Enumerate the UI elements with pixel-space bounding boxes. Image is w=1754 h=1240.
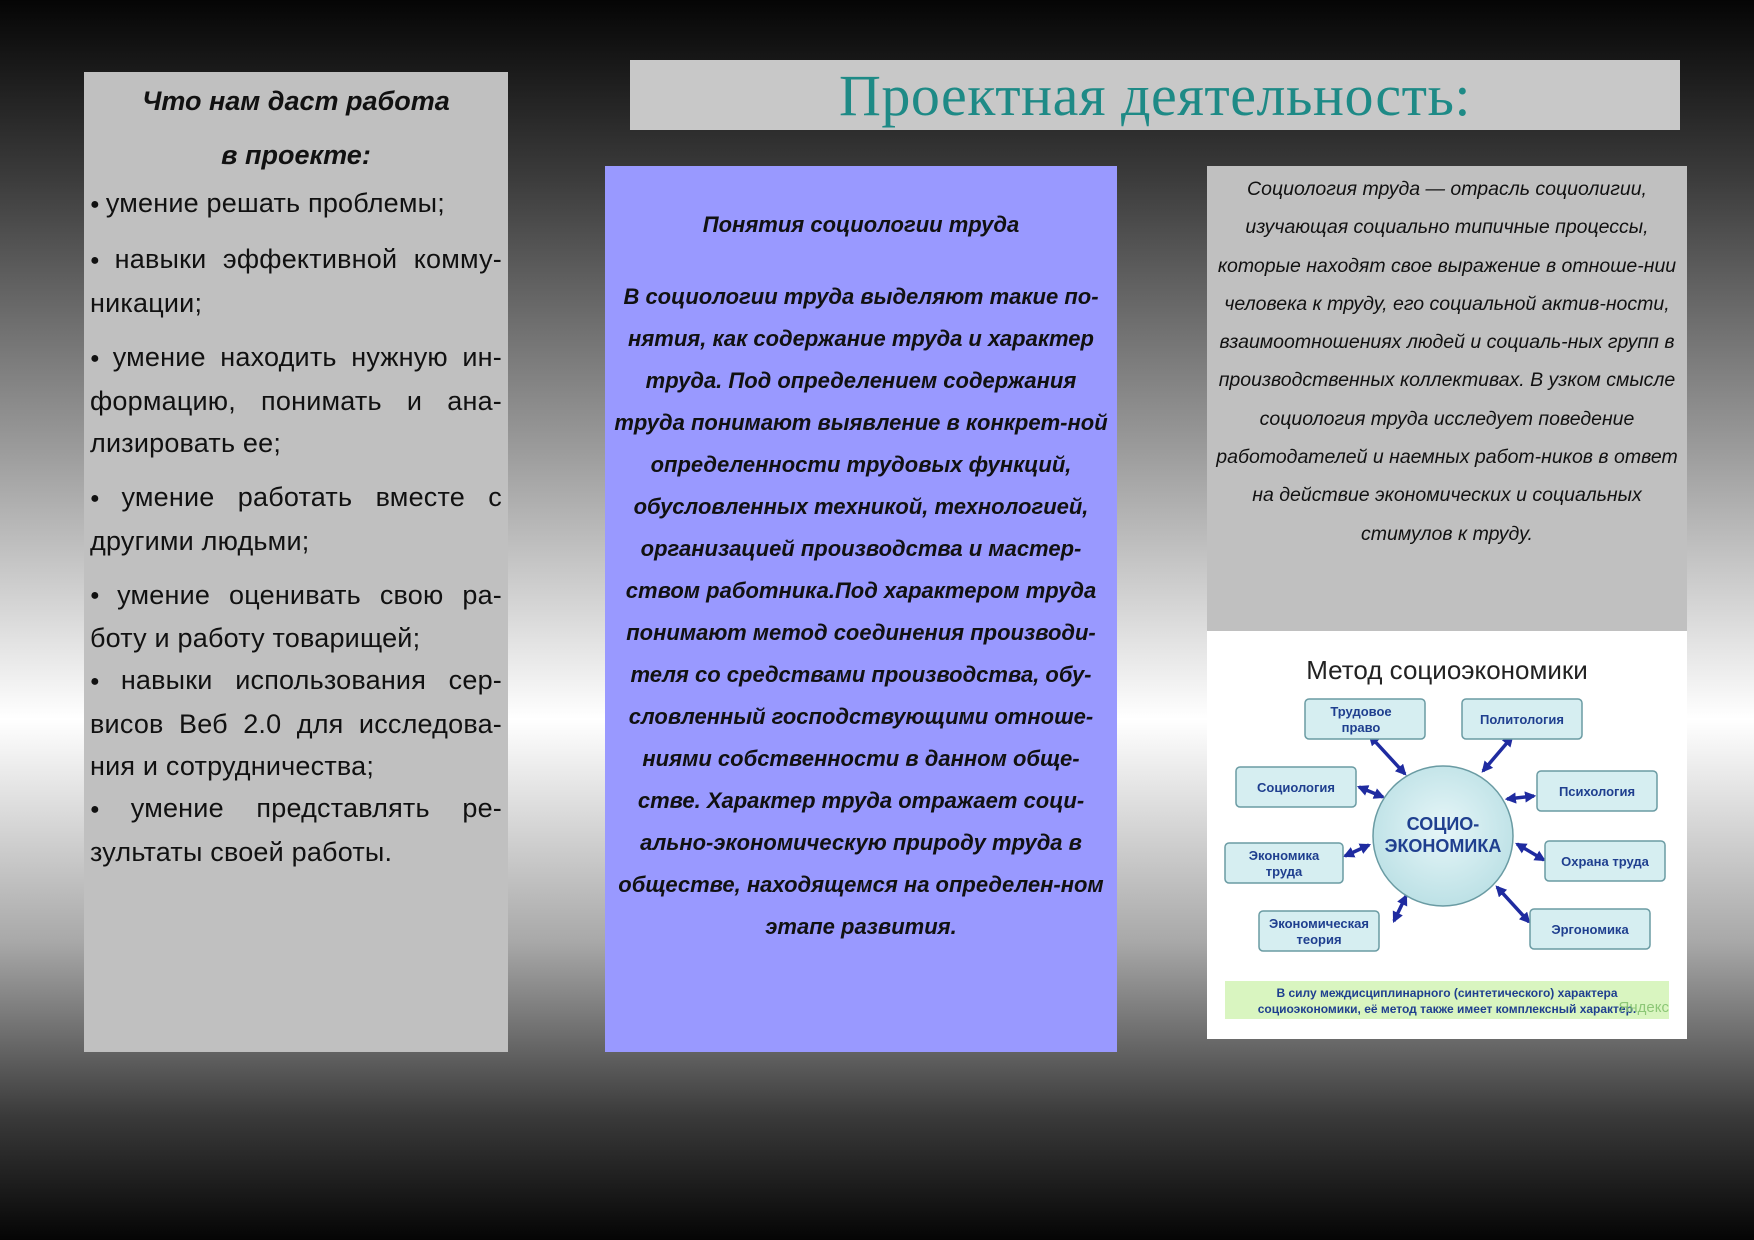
bullet-icon: ● xyxy=(90,349,107,367)
arrow-ergonomics xyxy=(1497,887,1529,922)
node-ergonomics-label: Эргономика xyxy=(1551,922,1629,937)
right-text-panel xyxy=(1207,166,1687,631)
node-econ-theory-line2: теория xyxy=(1296,932,1342,947)
center-node-line1: СОЦИО- xyxy=(1406,814,1480,834)
node-politology-label: Политология xyxy=(1479,712,1565,727)
arrow-econ-theory xyxy=(1394,896,1406,921)
center-heading: Понятия социологии труда xyxy=(702,212,1020,237)
left-panel xyxy=(84,72,508,1052)
node-psychology-label: Психология xyxy=(1558,784,1636,799)
left-heading xyxy=(90,72,502,182)
node-labor-econ-line2: труда xyxy=(1265,864,1303,879)
list-item: ● умение находить нужную ин-формацию, понимать и ана-лизировать ее; xyxy=(90,341,502,458)
list-item: ● навыки использования сер-висов Веб 2.0 для исследова-ния и сотрудничества; xyxy=(90,665,502,782)
bullet-icon: ● xyxy=(90,489,116,507)
node-labor-safety-label: Охрана труда xyxy=(1561,854,1649,869)
node-sociology-label: Социология xyxy=(1257,780,1335,795)
arrow-psychology xyxy=(1507,796,1534,799)
node-labor-law-line2: право xyxy=(1341,720,1381,735)
diagram-footer-line2: социоэкономики, её метод также имеет комплексный характер. xyxy=(1257,1002,1637,1016)
left-heading-line1: Что нам даст работа xyxy=(142,86,450,116)
bullet-icon: ● xyxy=(90,195,100,213)
arrow-labor-econ xyxy=(1345,845,1369,856)
list-item: ● умение оценивать свою ра-боту и работу товарищей; xyxy=(90,579,503,654)
center-text: В социологии труда выделяют такие по-нятия, как содержание труда и характер труда. Под определением содержания труда понимают выявление в конкрет-ной определенности трудовых функций, обусловленных техникой, технологией, организацией производства и мастер-ством работника.Под характером труда понимают метод соединения производи-теля со средствами производства, обу-словленный господствующими отноше-ниями собственности в данном обще-стве. Характер труда отражает соци-ально-экономическую природу труда в обществе, находящемся на определен-ном этапе развития. xyxy=(614,284,1108,939)
bullet-icon: ● xyxy=(90,801,125,819)
bullet-icon: ● xyxy=(90,251,109,269)
arrow-labor-safety xyxy=(1517,844,1544,860)
list-item: ● умение представлять ре-зультаты своей работы. xyxy=(90,793,502,868)
left-heading-line2: в проекте: xyxy=(221,140,371,170)
bullet-icon: ● xyxy=(90,587,112,605)
node-labor-law-line1: Трудовое xyxy=(1330,704,1392,719)
title-bar xyxy=(630,60,1680,130)
center-node-line2: ЭКОНОМИКА xyxy=(1384,836,1502,856)
arrow-sociology xyxy=(1359,787,1383,797)
diagram-watermark: Яндекс xyxy=(1618,999,1669,1016)
node-econ-theory-line1: Экономическая xyxy=(1269,916,1369,931)
arrow-labor-law xyxy=(1370,736,1405,774)
list-item: ● умение работать вместе с другими людьми; xyxy=(90,481,502,556)
socioeconomics-diagram xyxy=(1207,631,1687,1039)
list-item: ● навыки эффективной комму-никации; xyxy=(90,243,502,318)
bullet-icon: ● xyxy=(90,673,115,691)
diagram-title: Метод социоэкономики xyxy=(1306,655,1588,685)
benefits-list xyxy=(90,182,502,873)
diagram-footer-line1: В силу междисциплинарного (синтетического) характера xyxy=(1276,986,1618,1000)
list-item: ● умение решать проблемы; xyxy=(90,188,445,218)
center-panel xyxy=(605,166,1117,1052)
arrow-politology xyxy=(1483,737,1512,771)
right-text: Социология труда — отрасль социолигии, изучающая социально типичные процессы, которые находят свое выражение в отноше-нии человека к труду, его социальной актив-ности, взаимоотношениях людей и социаль-ных групп в производственных коллективах. В узком смысле социология труда исследует поведение работодателей и наемных работ-ников в ответ на действие экономических и социальных стимулов к труду. xyxy=(1216,178,1678,545)
page-title: Проектная деятельность: xyxy=(838,62,1472,128)
node-labor-econ-line1: Экономика xyxy=(1248,848,1320,863)
